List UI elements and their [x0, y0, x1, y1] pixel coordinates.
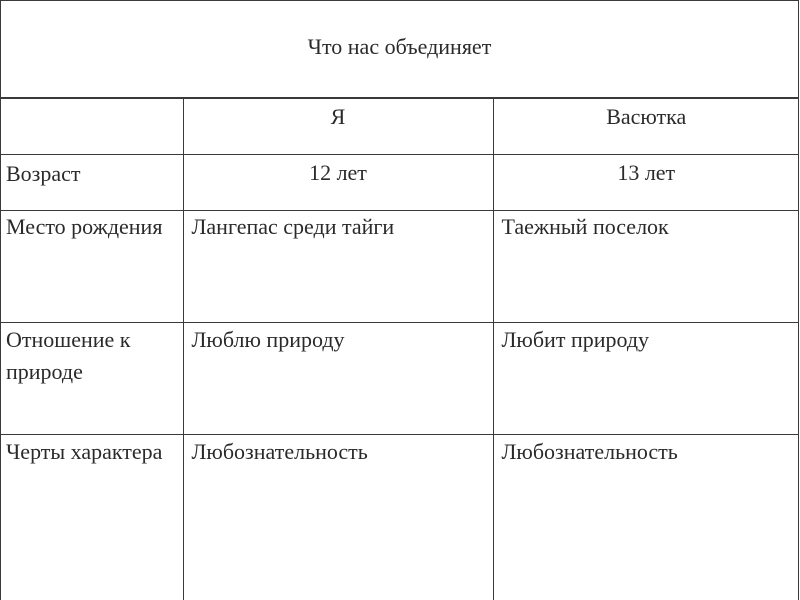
- header-cell-empty: [0, 99, 183, 155]
- vasyutka-value-cell: [493, 435, 799, 600]
- header-cell-vasyutka: [493, 99, 799, 155]
- vasyutka-value-cell: [493, 155, 799, 211]
- vasyutka-value: 13 лет: [617, 160, 676, 185]
- me-value: Лангепас среди тайги: [191, 214, 395, 239]
- vasyutka-value: Любит природу: [501, 327, 650, 352]
- row-label: Отношение к природе: [6, 327, 131, 384]
- me-value-cell: [183, 211, 493, 323]
- me-value-cell: [183, 323, 493, 435]
- vasyutka-value: Таежный поселок: [501, 214, 669, 239]
- me-value: Люблю природу: [191, 327, 345, 352]
- header-row: [0, 99, 799, 155]
- header-vasyutka-label: Васютка: [606, 104, 687, 129]
- header-cell-me: [183, 99, 493, 155]
- me-value-cell: [183, 155, 493, 211]
- table-title: Что нас объединяет: [307, 33, 492, 59]
- table-row: [0, 211, 799, 323]
- me-value-cell: [183, 435, 493, 600]
- comparison-table: [0, 98, 799, 600]
- me-value: 12 лет: [309, 160, 367, 185]
- table-title-cell: [0, 0, 799, 98]
- vasyutka-value-cell: [493, 211, 799, 323]
- row-label-cell: [0, 435, 183, 600]
- table-row: [0, 323, 799, 435]
- row-label: Место рождения: [6, 214, 163, 239]
- vasyutka-value-cell: [493, 323, 799, 435]
- row-label-cell: [0, 323, 183, 435]
- table-row: [0, 155, 799, 211]
- me-value: Любознательность: [191, 439, 368, 464]
- vasyutka-value: Любознательность: [501, 439, 678, 464]
- row-label: Черты характера: [6, 439, 163, 464]
- row-label-cell: [0, 211, 183, 323]
- table-row: [0, 435, 799, 600]
- row-label: Возраст: [6, 161, 81, 186]
- row-label-cell: [0, 155, 183, 211]
- header-me-label: Я: [330, 104, 346, 129]
